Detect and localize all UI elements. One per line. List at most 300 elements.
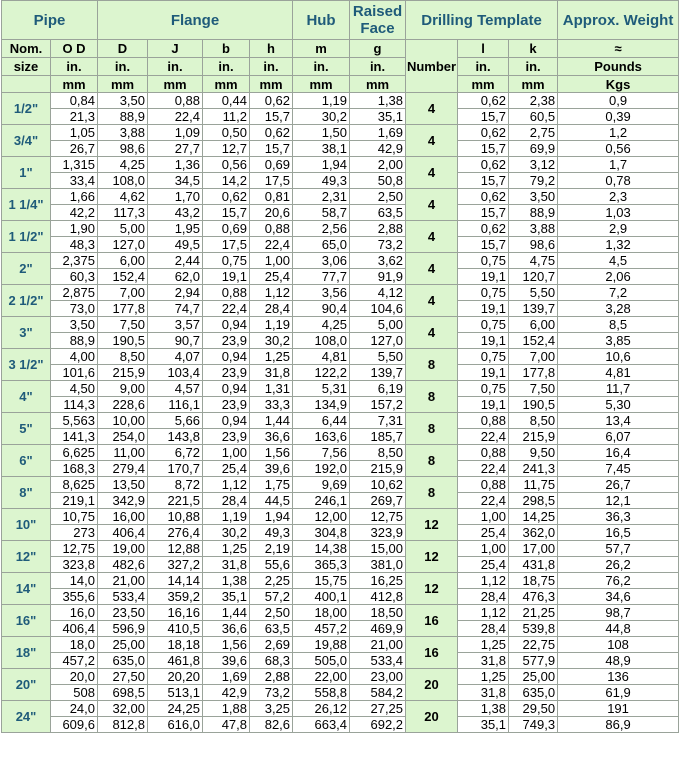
table-cell: 215,9 (350, 461, 406, 477)
table-cell: 31,8 (250, 365, 293, 381)
table-cell: 50,8 (350, 173, 406, 189)
table-cell: 1,36 (148, 157, 203, 173)
table-cell: 49,5 (148, 237, 203, 253)
table-cell: 3,88 (98, 125, 148, 141)
table-cell: 25,00 (509, 669, 558, 685)
table-cell: 6,19 (350, 381, 406, 397)
table-cell: 0,88 (250, 221, 293, 237)
table-cell: 15,7 (458, 109, 509, 125)
table-cell: 1,32 (558, 237, 679, 253)
nominal-size: 14" (2, 573, 51, 605)
nominal-size: 3/4" (2, 125, 51, 157)
table-cell: 1,38 (350, 93, 406, 109)
table-cell: 7,50 (98, 317, 148, 333)
table-cell: 1,19 (203, 509, 250, 525)
table-cell: 7,00 (509, 349, 558, 365)
table-cell: 79,2 (509, 173, 558, 189)
table-cell: 62,0 (148, 269, 203, 285)
table-cell: 533,4 (350, 653, 406, 669)
table-row-mm (2, 141, 679, 157)
table-cell: 584,2 (350, 685, 406, 701)
table-cell: 1,05 (51, 125, 98, 141)
table-cell: 191 (558, 701, 679, 717)
table-cell: 108,0 (293, 333, 350, 349)
header-pipe: Pipe (2, 1, 98, 40)
table-cell: 141,3 (51, 429, 98, 445)
table-cell: 0,50 (203, 125, 250, 141)
table-cell: 1,7 (558, 157, 679, 173)
table-cell: 3,56 (293, 285, 350, 301)
table-cell: 57,7 (558, 541, 679, 557)
table-cell: 0,94 (203, 381, 250, 397)
bolt-hole-count: 4 (406, 285, 458, 317)
table-cell: 88,9 (51, 333, 98, 349)
table-cell: 30,2 (203, 525, 250, 541)
table-cell: 327,2 (148, 557, 203, 573)
table-cell: 63,5 (250, 621, 293, 637)
table-cell: 4,5 (558, 253, 679, 269)
bolt-hole-count: 12 (406, 573, 458, 605)
table-row-mm (2, 621, 679, 637)
table-row-inch (2, 381, 679, 397)
table-cell: 25,4 (203, 461, 250, 477)
table-cell: 103,4 (148, 365, 203, 381)
table-cell: 2,38 (509, 93, 558, 109)
subheader-number: Number (406, 40, 458, 93)
table-cell: 1,09 (148, 125, 203, 141)
unit-mm-g: mm (350, 76, 406, 93)
table-cell: 20,20 (148, 669, 203, 685)
table-cell: 14,38 (293, 541, 350, 557)
table-row-inch (2, 605, 679, 621)
table-cell: 21,00 (98, 573, 148, 589)
table-cell: 18,00 (293, 605, 350, 621)
table-cell: 108,0 (98, 173, 148, 189)
table-cell: 0,75 (458, 285, 509, 301)
table-cell: 163,6 (293, 429, 350, 445)
table-row-inch (2, 285, 679, 301)
table-row-mm (2, 493, 679, 509)
table-cell: 22,4 (458, 493, 509, 509)
table-cell: 55,6 (250, 557, 293, 573)
table-cell: 116,1 (148, 397, 203, 413)
table-cell: 10,6 (558, 349, 679, 365)
table-cell: 4,81 (558, 365, 679, 381)
table-cell: 5,50 (350, 349, 406, 365)
bolt-hole-count: 4 (406, 93, 458, 125)
table-cell: 157,2 (350, 397, 406, 413)
table-cell: 1,00 (203, 445, 250, 461)
table-cell: 18,75 (509, 573, 558, 589)
table-cell: 812,8 (98, 717, 148, 733)
table-cell: 26,7 (558, 477, 679, 493)
table-cell: 19,1 (458, 301, 509, 317)
table-cell: 533,4 (98, 589, 148, 605)
table-cell: 5,563 (51, 413, 98, 429)
table-cell: 1,44 (250, 413, 293, 429)
subheader-k: k (509, 40, 558, 58)
table-cell: 2,3 (558, 189, 679, 205)
table-cell: 4,50 (51, 381, 98, 397)
table-cell: 36,3 (558, 509, 679, 525)
bolt-hole-count: 8 (406, 477, 458, 509)
table-cell: 23,9 (203, 429, 250, 445)
unit-in-J: in. (148, 58, 203, 76)
table-cell: 28,4 (458, 621, 509, 637)
table-cell: 26,2 (558, 557, 679, 573)
table-cell: 323,8 (51, 557, 98, 573)
table-cell: 3,50 (509, 189, 558, 205)
header-raised-face: Raised Face (350, 1, 406, 40)
unit-in-m: in. (293, 58, 350, 76)
table-cell: 2,19 (250, 541, 293, 557)
subheader-b: b (203, 40, 250, 58)
nominal-size: 2 1/2" (2, 285, 51, 317)
table-cell: 77,7 (293, 269, 350, 285)
table-cell: 1,50 (293, 125, 350, 141)
table-row-inch (2, 189, 679, 205)
bolt-hole-count: 8 (406, 381, 458, 413)
table-cell: 3,06 (293, 253, 350, 269)
table-cell: 19,1 (458, 397, 509, 413)
table-cell: 15,7 (458, 141, 509, 157)
table-row-mm (2, 589, 679, 605)
table-cell: 215,9 (98, 365, 148, 381)
table-cell: 29,50 (509, 701, 558, 717)
table-cell: 4,12 (350, 285, 406, 301)
table-cell: 0,62 (458, 125, 509, 141)
nominal-size: 20" (2, 669, 51, 701)
table-cell: 3,28 (558, 301, 679, 317)
table-cell: 177,8 (509, 365, 558, 381)
nominal-size: 6" (2, 445, 51, 477)
subheader-size: size (2, 58, 51, 76)
unit-mm-J: mm (148, 76, 203, 93)
table-cell: 0,78 (558, 173, 679, 189)
table-cell: 254,0 (98, 429, 148, 445)
table-cell: 152,4 (509, 333, 558, 349)
table-row-mm (2, 557, 679, 573)
table-cell: 476,3 (509, 589, 558, 605)
table-cell: 6,00 (98, 253, 148, 269)
table-row-mm (2, 461, 679, 477)
table-cell: 26,7 (51, 141, 98, 157)
unit-mm-b: mm (203, 76, 250, 93)
table-cell: 23,9 (203, 333, 250, 349)
table-row-inch (2, 253, 679, 269)
table-header (2, 1, 679, 93)
table-cell: 0,75 (458, 317, 509, 333)
header-approx-weight: Approx. Weight (558, 1, 679, 40)
table-cell: 15,00 (350, 541, 406, 557)
table-cell: 6,72 (148, 445, 203, 461)
table-cell: 19,1 (203, 269, 250, 285)
table-cell: 1,94 (293, 157, 350, 173)
table-cell: 21,25 (509, 605, 558, 621)
unit-in-k: in. (509, 58, 558, 76)
subheader-l: l (458, 40, 509, 58)
table-row-mm (2, 109, 679, 125)
table-row-mm (2, 717, 679, 733)
table-cell: 298,5 (509, 493, 558, 509)
table-cell: 10,88 (148, 509, 203, 525)
table-cell: 86,9 (558, 717, 679, 733)
table-cell: 1,75 (250, 477, 293, 493)
nominal-size: 1 1/2" (2, 221, 51, 253)
table-cell: 1,12 (458, 573, 509, 589)
subheader-D: D (98, 40, 148, 58)
table-cell: 323,9 (350, 525, 406, 541)
table-cell: 44,8 (558, 621, 679, 637)
table-cell: 2,9 (558, 221, 679, 237)
table-cell: 16,5 (558, 525, 679, 541)
table-cell: 381,0 (350, 557, 406, 573)
bolt-hole-count: 20 (406, 669, 458, 701)
table-cell: 34,5 (148, 173, 203, 189)
table-cell: 60,3 (51, 269, 98, 285)
table-cell: 22,00 (293, 669, 350, 685)
table-cell: 18,18 (148, 637, 203, 653)
subheader-nom: Nom. (2, 40, 51, 58)
table-cell: 4,62 (98, 189, 148, 205)
table-cell: 11,75 (509, 477, 558, 493)
table-cell: 127,0 (98, 237, 148, 253)
table-cell: 17,5 (250, 173, 293, 189)
bolt-hole-count: 4 (406, 125, 458, 157)
table-cell: 139,7 (509, 301, 558, 317)
bolt-hole-count: 12 (406, 509, 458, 541)
table-cell: 14,14 (148, 573, 203, 589)
table-cell: 635,0 (509, 685, 558, 701)
table-cell: 98,7 (558, 605, 679, 621)
table-cell: 22,4 (148, 109, 203, 125)
table-cell: 2,56 (293, 221, 350, 237)
bolt-hole-count: 4 (406, 317, 458, 349)
table-cell: 0,62 (250, 125, 293, 141)
table-cell: 304,8 (293, 525, 350, 541)
table-cell: 2,75 (509, 125, 558, 141)
table-cell: 19,1 (458, 365, 509, 381)
nominal-size: 1" (2, 157, 51, 189)
header-drilling-template: Drilling Template (406, 1, 558, 40)
table-cell: 57,2 (250, 589, 293, 605)
table-row-mm (2, 173, 679, 189)
table-cell: 14,2 (203, 173, 250, 189)
table-cell: 49,3 (250, 525, 293, 541)
table-cell: 1,56 (203, 637, 250, 653)
table-cell: 10,75 (51, 509, 98, 525)
table-cell: 25,4 (458, 525, 509, 541)
table-cell: 1,69 (203, 669, 250, 685)
table-cell: 0,75 (458, 349, 509, 365)
table-row-mm (2, 685, 679, 701)
table-cell: 9,00 (98, 381, 148, 397)
table-cell: 5,00 (98, 221, 148, 237)
table-cell: 22,75 (509, 637, 558, 653)
bolt-hole-count: 4 (406, 253, 458, 285)
table-cell: 13,50 (98, 477, 148, 493)
table-cell: 1,12 (250, 285, 293, 301)
table-cell: 1,95 (148, 221, 203, 237)
bolt-hole-count: 8 (406, 349, 458, 381)
table-cell: 505,0 (293, 653, 350, 669)
subheader-J: J (148, 40, 203, 58)
nominal-size: 24" (2, 701, 51, 733)
table-cell: 0,69 (250, 157, 293, 173)
table-cell: 73,0 (51, 301, 98, 317)
table-cell: 33,4 (51, 173, 98, 189)
table-row-inch (2, 637, 679, 653)
table-cell: 410,5 (148, 621, 203, 637)
table-cell: 2,31 (293, 189, 350, 205)
table-cell: 61,9 (558, 685, 679, 701)
table-cell: 4,81 (293, 349, 350, 365)
table-cell: 276,4 (148, 525, 203, 541)
table-cell: 16,4 (558, 445, 679, 461)
table-cell: 5,30 (558, 397, 679, 413)
unit-in-b: in. (203, 58, 250, 76)
table-cell: 31,8 (458, 653, 509, 669)
table-row-mm (2, 301, 679, 317)
table-cell: 65,0 (293, 237, 350, 253)
table-cell: 0,88 (458, 413, 509, 429)
table-cell: 73,2 (250, 685, 293, 701)
table-cell: 23,9 (203, 397, 250, 413)
table-cell: 4,00 (51, 349, 98, 365)
table-cell: 18,50 (350, 605, 406, 621)
table-row-mm (2, 269, 679, 285)
bolt-hole-count: 16 (406, 605, 458, 637)
table-cell: 68,3 (250, 653, 293, 669)
table-cell: 90,4 (293, 301, 350, 317)
nominal-size: 10" (2, 509, 51, 541)
table-row-mm (2, 333, 679, 349)
table-cell: 60,5 (509, 109, 558, 125)
table-cell: 6,625 (51, 445, 98, 461)
table-cell: 8,625 (51, 477, 98, 493)
table-cell: 25,00 (98, 637, 148, 653)
table-cell: 609,6 (51, 717, 98, 733)
table-cell: 39,6 (203, 653, 250, 669)
table-cell: 1,00 (458, 541, 509, 557)
table-cell: 1,00 (458, 509, 509, 525)
table-cell: 18,0 (51, 637, 98, 653)
table-cell: 1,70 (148, 189, 203, 205)
table-cell: 120,7 (509, 269, 558, 285)
table-cell: 4,75 (509, 253, 558, 269)
unit-in-od: in. (51, 58, 98, 76)
table-cell: 1,44 (203, 605, 250, 621)
table-cell: 134,9 (293, 397, 350, 413)
table-cell: 482,6 (98, 557, 148, 573)
subheader-approx: ≈ (558, 40, 679, 58)
unit-mm-l: mm (458, 76, 509, 93)
nominal-size: 16" (2, 605, 51, 637)
table-cell: 508 (51, 685, 98, 701)
table-cell: 3,50 (51, 317, 98, 333)
table-cell: 185,7 (350, 429, 406, 445)
table-cell: 1,03 (558, 205, 679, 221)
table-cell: 5,66 (148, 413, 203, 429)
table-cell: 28,4 (458, 589, 509, 605)
nominal-size: 18" (2, 637, 51, 669)
table-cell: 63,5 (350, 205, 406, 221)
table-cell: 36,6 (250, 429, 293, 445)
table-cell: 0,75 (203, 253, 250, 269)
subheader-h: h (250, 40, 293, 58)
table-cell: 1,25 (250, 349, 293, 365)
table-cell: 177,8 (98, 301, 148, 317)
table-cell: 0,94 (203, 317, 250, 333)
table-cell: 1,66 (51, 189, 98, 205)
table-cell: 170,7 (148, 461, 203, 477)
table-row-inch (2, 349, 679, 365)
table-cell: 58,7 (293, 205, 350, 221)
table-cell: 412,8 (350, 589, 406, 605)
nominal-size: 12" (2, 541, 51, 573)
table-cell: 663,4 (293, 717, 350, 733)
table-cell: 8,50 (350, 445, 406, 461)
table-cell: 0,88 (203, 285, 250, 301)
table-cell: 98,6 (509, 237, 558, 253)
table-cell: 15,7 (250, 109, 293, 125)
table-cell: 35,1 (350, 109, 406, 125)
table-row-inch (2, 221, 679, 237)
unit-in-weight: Pounds (558, 58, 679, 76)
table-row-mm (2, 429, 679, 445)
table-cell: 16,0 (51, 605, 98, 621)
table-cell: 3,62 (350, 253, 406, 269)
table-cell: 8,50 (98, 349, 148, 365)
table-cell: 11,7 (558, 381, 679, 397)
table-cell: 42,2 (51, 205, 98, 221)
table-cell: 2,94 (148, 285, 203, 301)
table-cell: 27,25 (350, 701, 406, 717)
bolt-hole-count: 4 (406, 221, 458, 253)
table-cell: 35,1 (458, 717, 509, 733)
table-cell: 108 (558, 637, 679, 653)
table-cell: 273 (51, 525, 98, 541)
table-cell: 5,50 (509, 285, 558, 301)
unit-in-h: in. (250, 58, 293, 76)
table-cell: 101,6 (51, 365, 98, 381)
nominal-size: 5" (2, 413, 51, 445)
table-cell: 35,1 (203, 589, 250, 605)
table-cell: 7,00 (98, 285, 148, 301)
table-cell: 0,69 (203, 221, 250, 237)
table-cell: 19,88 (293, 637, 350, 653)
table-cell: 1,315 (51, 157, 98, 173)
table-cell: 24,25 (148, 701, 203, 717)
table-cell: 16,00 (98, 509, 148, 525)
table-cell: 0,88 (458, 477, 509, 493)
table-cell: 190,5 (509, 397, 558, 413)
table-cell: 0,84 (51, 93, 98, 109)
table-cell: 127,0 (350, 333, 406, 349)
table-cell: 1,19 (250, 317, 293, 333)
table-cell: 21,00 (350, 637, 406, 653)
table-cell: 3,25 (250, 701, 293, 717)
nominal-size: 1/2" (2, 93, 51, 125)
table-cell: 20,0 (51, 669, 98, 685)
table-cell: 11,00 (98, 445, 148, 461)
table-cell: 461,8 (148, 653, 203, 669)
table-cell: 365,3 (293, 557, 350, 573)
table-cell: 3,88 (509, 221, 558, 237)
table-cell: 143,8 (148, 429, 203, 445)
table-cell: 400,1 (293, 589, 350, 605)
table-row-mm (2, 397, 679, 413)
